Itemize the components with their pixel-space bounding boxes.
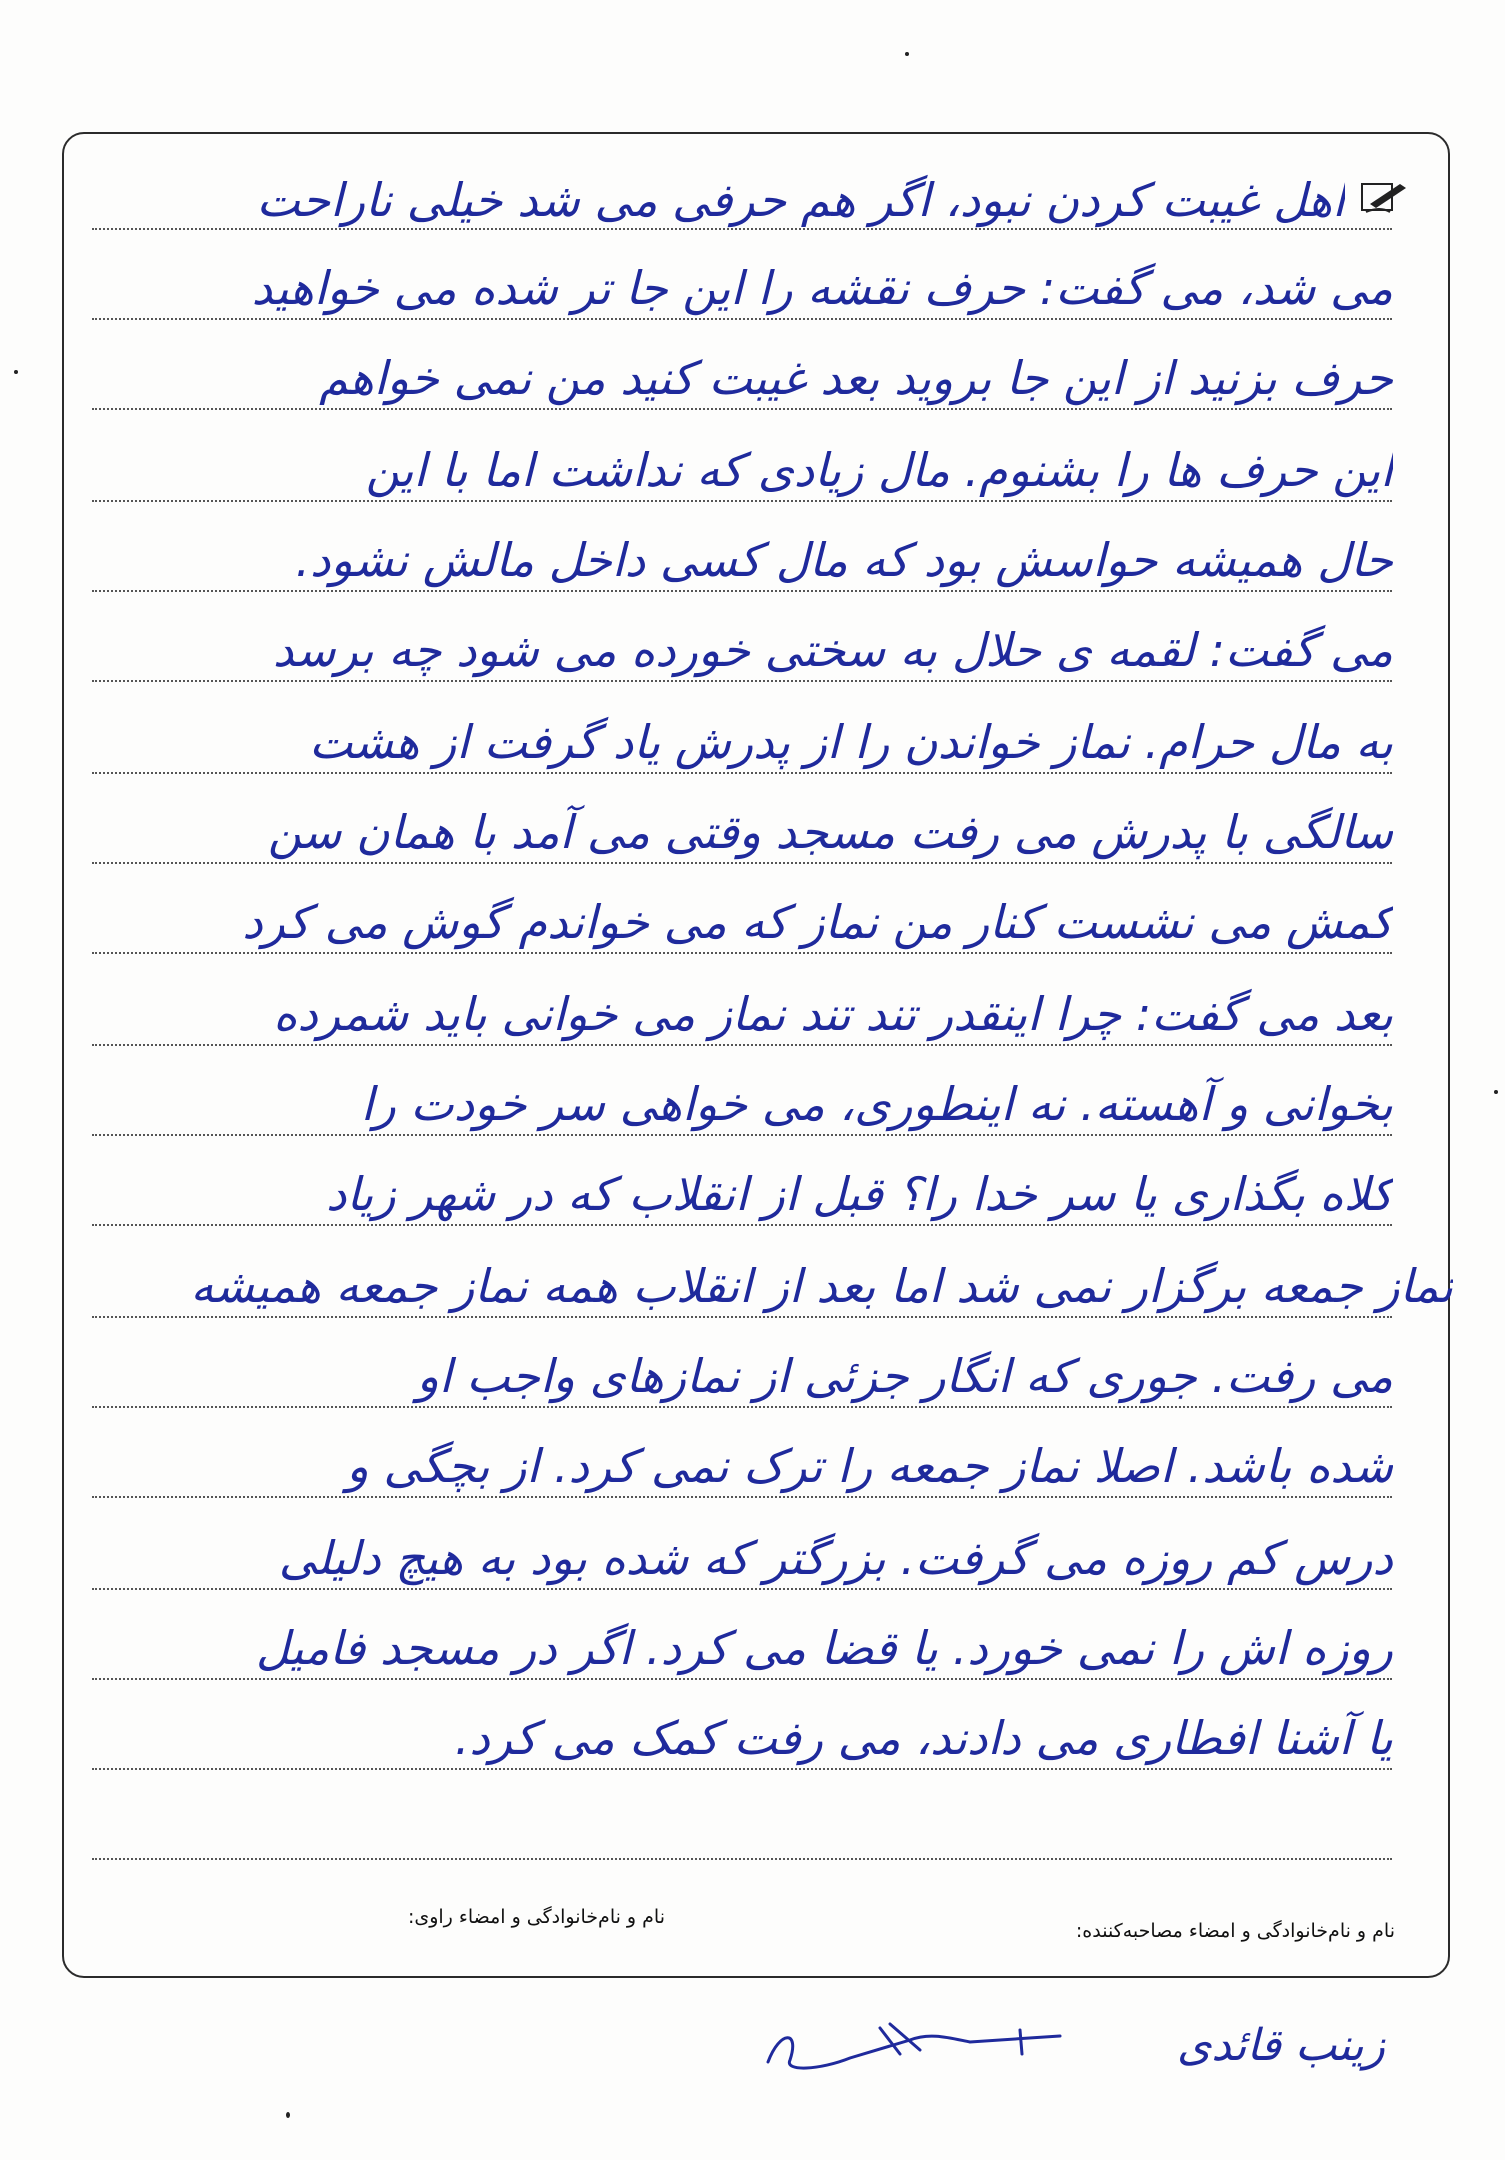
narrator-signature-label: نام و نام‌خانوادگی و امضاء راوی: xyxy=(407,1906,665,1928)
scan-speck xyxy=(905,52,909,56)
text-line: به مال حرام. نماز خواندن را از پدرش یاد گرفت از هشت xyxy=(309,715,1393,769)
text-line: درس کم روزه می گرفت. بزرگتر که شده بود به هیچ دلیلی xyxy=(278,1531,1393,1585)
text-line: بعد می گفت: چرا اینقدر تند تند نماز می خوانی باید شمرده xyxy=(273,987,1393,1041)
text-line: حال همیشه حواسش بود که مال کسی داخل مالش نشود. xyxy=(295,533,1393,587)
narrator-name-handwritten: زینب قائدی xyxy=(1176,2020,1385,2071)
scan-speck xyxy=(1494,1090,1498,1094)
text-line: می شد، می گفت: حرف نقشه را این جا تر شده می خواهید xyxy=(251,261,1393,315)
text-line: یا آشنا افطاری می دادند، می رفت کمک می کرد. xyxy=(454,1711,1393,1765)
text-line: این حرف ها را بشنوم. مال زیادی که نداشت اما با این xyxy=(365,443,1393,497)
interviewer-signature-label: نام و نام‌خانوادگی و امضاء مصاحبه‌کننده: xyxy=(1075,1920,1395,1942)
scan-speck xyxy=(286,2112,290,2118)
text-line: می رفت. جوری که انگار جزئی از نمازهای واجب او xyxy=(416,1349,1393,1403)
text-line: شده باشد. اصلا نماز جمعه را ترک نمی کرد. از بچگی و xyxy=(346,1439,1393,1493)
text-line: اهل غیبت کردن نبود، اگر هم حرفی می شد خیلی ناراحت xyxy=(256,173,1345,227)
text-line: روزه اش را نمی خورد. یا قضا می کرد. اگر در مسجد فامیل xyxy=(255,1621,1393,1675)
signature-scribble xyxy=(760,2010,1080,2080)
text-line: می گفت: لقمه ی حلال به سختی خورده می شود چه برسد xyxy=(272,623,1393,677)
text-line: سالگی با پدرش می رفت مسجد وقتی می آمد با همان سن xyxy=(267,805,1393,859)
text-line: نماز جمعه برگزار نمی شد اما بعد از انقلاب همه نماز جمعه همیشه xyxy=(190,1259,1453,1313)
text-line: بخوانی و آهسته. نه اینطوری، می خواهی سر خودت را xyxy=(360,1077,1393,1131)
text-line: کمش می نشست کنار من نماز که می خواندم گوش می کرد xyxy=(242,895,1393,949)
scan-speck xyxy=(14,370,18,374)
text-line: حرف بزنید از این جا بروید بعد غیبت کنید من نمی خواهم xyxy=(319,351,1393,405)
text-line: کلاه بگذاری یا سر خدا را؟ قبل از انقلاب که در شهر زیاد xyxy=(326,1167,1393,1221)
